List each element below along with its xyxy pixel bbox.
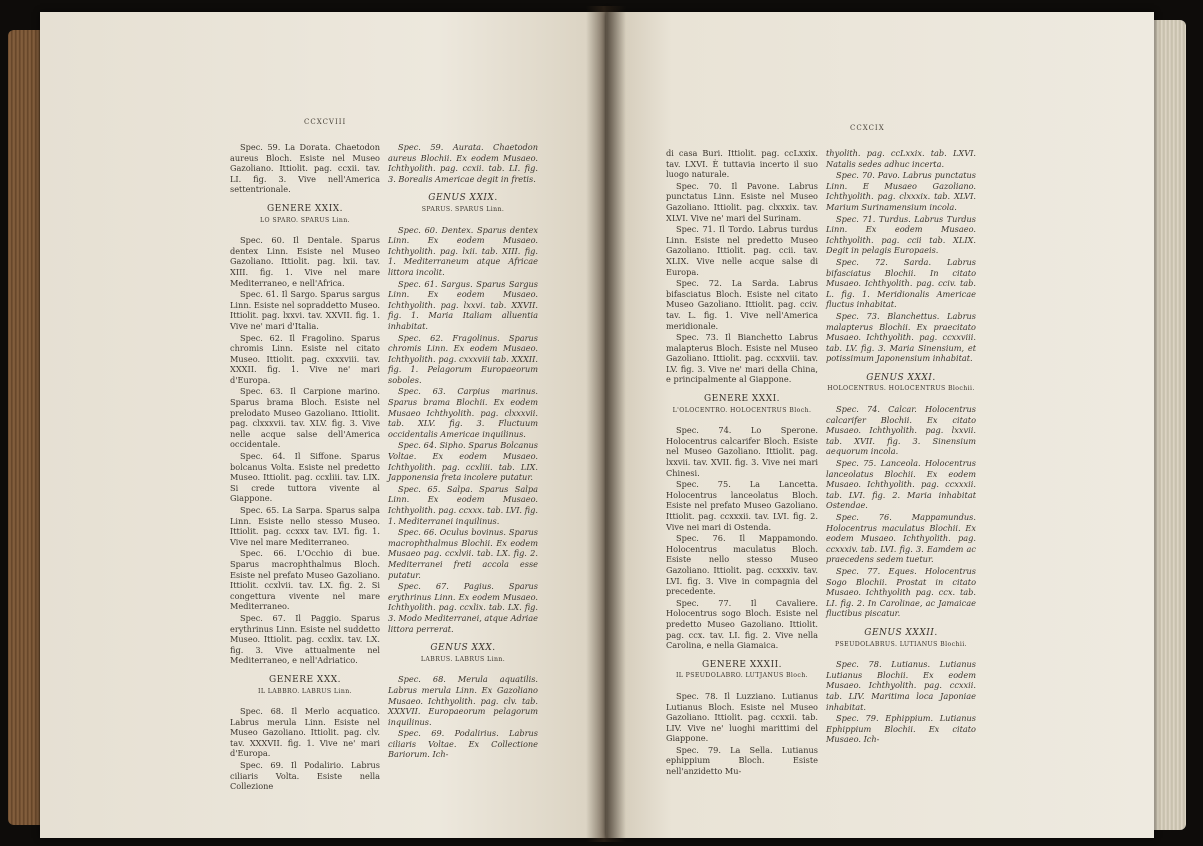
entry: Spec. 67. Pagius. Sparus erythrinus Linn. Ex eodem Musaeo. Ichthyolith. pag. ccxlix. tab. LX. fig. 3. Modo Mediterranei, atque Adriae littora perrerat. bbox=[388, 581, 538, 634]
genus-subheading: LO SPARO. SPARUS Linn. bbox=[260, 216, 350, 224]
genus-subheading: LABRUS. LABRUS Linn. bbox=[420, 655, 506, 663]
entry: Spec. 63. Carpius marinus. Sparus brama Blochii. Ex eodem Musaeo Ichthyolith. pag. clxxxvii. tab. XLV. fig. 3. Fluctuum occidentalis Americae inquilinus. bbox=[388, 386, 538, 439]
entry: Spec. 62. Il Fragolino. Sparus chromis Linn. Esiste nel citato Museo. Ittiolit. pag. cxxxviii. tav. XXXII. fig. 1. Vive ne' mari d'Europa. bbox=[230, 332, 380, 385]
entry: Spec. 62. Fragolinus. Sparus chromis Linn. Ex eodem Musaeo. Ichthyolith. pag. cxxxviii tab. XXXII. fig. 1. Pelagorum Europaeorum soboles. bbox=[388, 332, 538, 385]
entry: Spec. 73. Il Bianchetto Labrus malapterus Bloch. Esiste nel Museo Gazoliano. Ittiolit. pag. ccxxviii. tav. LV. fig. 3. Vive ne' mari della China, e principalmente al Giappone. bbox=[666, 332, 818, 385]
entry: Spec. 66. Oculus bovinus. Sparus macrophthalmus Blochii. Ex eodem Musaeo pag. ccxlvii. tab. LX. fig. 2. Mediterranei freti accola esse putatur. bbox=[388, 527, 538, 580]
entry: Spec. 69. Il Podalirio. Labrus ciliaris Volta. Esiste nella Collezione bbox=[230, 760, 380, 792]
entry: Spec. 77. Il Cavaliere. Holocentrus sogo Bloch. Esiste nel predetto Museo Gazoliano. Ittiolit. pag. ccx. tav. LI. fig. 2. Vive nella Carolina, e nella Giamaica. bbox=[666, 597, 818, 651]
entry: Spec. 65. Salpa. Sparus Salpa Linn. Ex eodem Musaeo. Ichthyolith. pag. ccxxx. tab. LVI. fig. 1. Mediterranei inquilinus. bbox=[388, 483, 538, 526]
entry: Spec. 69. Podalirius. Labrus ciliaris Voltae. Ex Collectione Bariorum. Ich- bbox=[388, 728, 538, 760]
entry: Spec. 76. Mappamundus. Holocentrus maculatus Blochii. Ex eodem Musaeo. Ichthyolith. pag. ccxxxiv. tab. LVI. fig. 3. Eamdem ac praecedens sedem tuetur. bbox=[826, 512, 976, 565]
entry: Spec. 60. Dentex. Sparus dentex Linn. Ex eodem Musaeo. Ichthyolith. pag. lxii. tab. XIII. fig. 1. Mediterraneum atque Africae littora incolit. bbox=[388, 224, 538, 277]
entry: Spec. 68. Il Merlo acquatico. Labrus merula Linn. Esiste nel Museo Gazoliano. Ittiolit. pag. clv. tav. XXXVII. fig. 1. Vive ne' mari d'Europa. bbox=[230, 706, 380, 759]
genus-heading: GENERE XXIX. bbox=[266, 203, 344, 214]
genus-heading: GENERE XXXII. bbox=[701, 659, 783, 670]
entry: Spec. 71. Il Tordo. Labrus turdus Linn. Esiste nel predetto Museo Gazoliano. Ittiolit. pag. ccii. tav. XLIX. Vive nelle acque salse di Europa. bbox=[666, 224, 818, 277]
entry: Spec. 74. Calcar. Holocentrus calcarifer Blochii. Ex citato Musaeo. Ichthyolith. pag. lxxvii. tab. XVII. fig. 3. Sinensium aequorum incola. bbox=[826, 404, 976, 457]
entry: Spec. 61. Sargus. Sparus Sargus Linn. Ex eodem Musaeo. Ichthyolith. pag. lxxvi. tab. XXVII. fig. 1. Maria Italiam alluentia inhabitat. bbox=[388, 278, 538, 331]
entry: Spec. 59. Aurata. Chaetodon aureus Blochii. Ex eodem Musaeo. Ichthyolith. pag. ccxii. tab. LI. fig. 3. Borealis Americae degit in fretis. bbox=[388, 142, 538, 184]
entry: Spec. 76. Il Mappamondo. Holocentrus maculatus Bloch. Esiste nello stesso Museo Gazoliano. Ittiolit. pag. ccxxxiv. tav. LVI. fig. 3. Vive in compagnia del precedente. bbox=[666, 533, 818, 597]
entry: Spec. 79. Ephippium. Lutianus Ephippium Blochii. Ex citato Musaeo. Ich- bbox=[826, 713, 976, 745]
entry: Spec. 63. Il Carpione marino. Sparus brama Bloch. Esiste nel prelodato Museo Gazoliano. Ittiolit. pag. clxxxvii. tav. XLV. fig. 3. Vive nelle acque salse dell'America occidentale. bbox=[230, 386, 380, 450]
genus-subheading: IL PSEUDOLABRO. LUTJANUS Bloch. bbox=[675, 672, 809, 680]
entry: Spec. 72. La Sarda. Labrus bifasciatus Bloch. Esiste nel citato Museo Gazoliano. Ittiolit. pag. cciv. tav. L. fig. 1. Vive nell'America meridionale. bbox=[666, 278, 818, 331]
italian-column bbox=[230, 142, 380, 793]
page-number: CCXCVIII bbox=[304, 118, 347, 126]
entry: Spec. 78. Il Luzziano. Lutianus Lutianus Bloch. Esiste nel Museo Gazoliano. Ittiolit. pag. ccxxii. tab. LIV. Vive ne' luoghi marittimi del Giappone. bbox=[666, 690, 818, 744]
left-page bbox=[40, 12, 608, 838]
entry: Spec. 61. Il Sargo. Sparus sargus Linn. Esiste nel sopraddetto Museo. Ittiolit. pag. lxxvi. tav. XXVII. fig. 1. Vive ne' mari d'Italia. bbox=[230, 289, 380, 331]
genus-subheading: HOLOCENTRUS. HOLOCENTRUS Blochii. bbox=[827, 385, 975, 393]
entry: Spec. 67. Il Paggio. Sparus erythrinus Linn. Esiste nel suddetto Museo. Ittiolit. pag. ccxlix. tav. LX. fig. 3. Vive attualmente nel Mediterraneo, e nell'Adriatico. bbox=[230, 612, 380, 666]
entry: Spec. 66. L'Occhio di bue. Sparus macrophthalmus Bloch. Esiste nel prefato Museo Gazoliano. Ittiolit. ccxlvii. tav. LX. fig. 2. Si congettura vivente nel mare Mediterraneo. bbox=[230, 548, 380, 612]
entry: di casa Buri. Ittiolit. pag. ccLxxix. tav. LXVI. È tuttavia incerto il suo luogo naturale. bbox=[666, 148, 818, 180]
genus-subheading: SPARUS. SPARUS Linn. bbox=[421, 205, 505, 213]
genus-heading: GENERE XXX. bbox=[269, 674, 341, 685]
entry: Spec. 68. Merula aquatilis. Labrus merula Linn. Ex Gazoliano Musaeo. Ichthyolith. pag. clv. tab. XXXVII. Europaeorum pelagorum inquilinus. bbox=[388, 674, 538, 727]
entry: Spec. 65. La Sarpa. Sparus salpa Linn. Esiste nello stesso Museo. Ittiolit. pag. ccxxx tav. LVI. fig. 1. Vive nel mare Mediterraneo. bbox=[230, 505, 380, 547]
entry: Spec. 64. Sipho. Sparus Bolcanus Voltae. Ex eodem Musaeo. Ichthyolith. pag. ccxliii. tab. LIX. Japponensia freta incolere putatur. bbox=[388, 440, 538, 483]
entry: Spec. 78. Lutianus. Lutianus Lutianus Blochii. Ex eodem Musaeo. Ichthyolith. pag. ccxxii. tab. LIV. Maritima loca Japoniae inhabitat. bbox=[826, 659, 976, 712]
entry: Spec. 71. Turdus. Labrus Turdus Linn. Ex eodem Musaeo. Ichthyolith. pag. ccii tab. XLIX. Degit in pelagis Europaeis. bbox=[826, 213, 976, 256]
genus-heading: GENUS XXX. bbox=[430, 643, 496, 654]
entry: Spec. 70. Il Pavone. Labrus punctatus Linn. Esiste nel Museo Gazoliano. Ittiolit. pag. clxxxix. tav. XLVI. Vive ne' mari del Surinam. bbox=[666, 180, 818, 223]
entry: Spec. 72. Sarda. Labrus bifasciatus Blochii. In citato Musaeo. Ichthyolith. pag. cciv. tab. L. fig. 1. Meridionalis Americae fluctus inhabitat. bbox=[826, 256, 976, 310]
right-page bbox=[606, 12, 1154, 838]
genus-subheading: IL LABBRO. LABRUS Linn. bbox=[258, 687, 352, 695]
genus-subheading: PSEUDOLABRUS. LUTIANUS Blochii. bbox=[834, 640, 967, 648]
entry: Spec. 74. Lo Sperone. Holocentrus calcarifer Bloch. Esiste nel Museo Gazoliano. Ittiolit. pag. lxxvii. tav. XVII. fig. 3. Vive nei mari Chinesi. bbox=[666, 425, 818, 478]
entry: Spec. 75. Lanceola. Holocentrus lanceolatus Blochii. Ex eodem Musaeo. Ichthyolith. pag. ccxxxii. tab. LVI. fig. 2. Maria inhabitat Ostendae. bbox=[826, 458, 976, 511]
latin-column bbox=[388, 142, 538, 761]
entry: Spec. 70. Pavo. Labrus punctatus Linn. E Musaeo Gazoliano. Ichthyolith. pag. clxxxix. tab. XLVI. Marium Surinamensium incola. bbox=[826, 170, 976, 212]
latin-column bbox=[826, 148, 976, 746]
entry: Spec. 60. Il Dentale. Sparus dentex Linn. Esiste nel Museo Gazoliano. Ittiolit. pag. lxii. tav. XIII. fig. 1. Vive nel mare Mediterraneo, e nell'Africa. bbox=[230, 235, 380, 288]
entry: thyolith. pag. ccLxxix. tab. LXVI. Natalis sedes adhuc incerta. bbox=[826, 148, 976, 169]
entry: Spec. 77. Eques. Holocentrus Sogo Blochii. Prostat in citato Musaeo. Ichthyolith pag. ccx. tab. LI. fig. 2. In Carolinae, ac Jamaicae fluctibus piscatur. bbox=[826, 565, 976, 619]
entry: Spec. 73. Blanchettus. Labrus malapterus Blochii. Ex praecitato Musaeo. Ichthyolith. pag. ccxxviii. tab. LV. fig. 3. Maria Sinensium, et potissimum Japonensium inhabitat. bbox=[826, 310, 976, 364]
entry: Spec. 79. La Sella. Lutianus ephippium Bloch. Esiste nell'anzidetto Mu- bbox=[666, 744, 818, 777]
genus-heading: GENUS XXXII. bbox=[864, 627, 938, 638]
entry: Spec. 75. La Lancetta. Holocentrus lanceolatus Bloch. Esiste nel prefato Museo Gazoliano. Ittiolit. pag. ccxxxii. tav. LVI. fig. 2. Vive nei mari di Ostenda. bbox=[666, 479, 818, 532]
genus-heading: GENERE XXXI. bbox=[703, 394, 781, 405]
genus-subheading: L'OLOCENTRO. HOLOCENTRUS Bloch. bbox=[672, 406, 812, 414]
page-number: CCXCIX bbox=[850, 124, 885, 132]
genus-heading: GENUS XXIX. bbox=[428, 193, 498, 204]
entry: Spec. 59. La Dorata. Chaetodon aureus Bloch. Esiste nel Museo Gazoliano. Ittiolit. pag. ccxii. tav. LI. fig. 3. Vive nell'America settentrionale. bbox=[230, 142, 380, 195]
italian-column bbox=[666, 148, 818, 778]
entry: Spec. 64. Il Siffone. Sparus bolcanus Volta. Esiste nel predetto Museo. Ittiolit. pag. ccxliii. tav. LIX. Si crede tuttora vivente al Giappone. bbox=[230, 451, 380, 504]
genus-heading: GENUS XXXI. bbox=[866, 372, 936, 383]
page-edges-right bbox=[1150, 20, 1186, 830]
